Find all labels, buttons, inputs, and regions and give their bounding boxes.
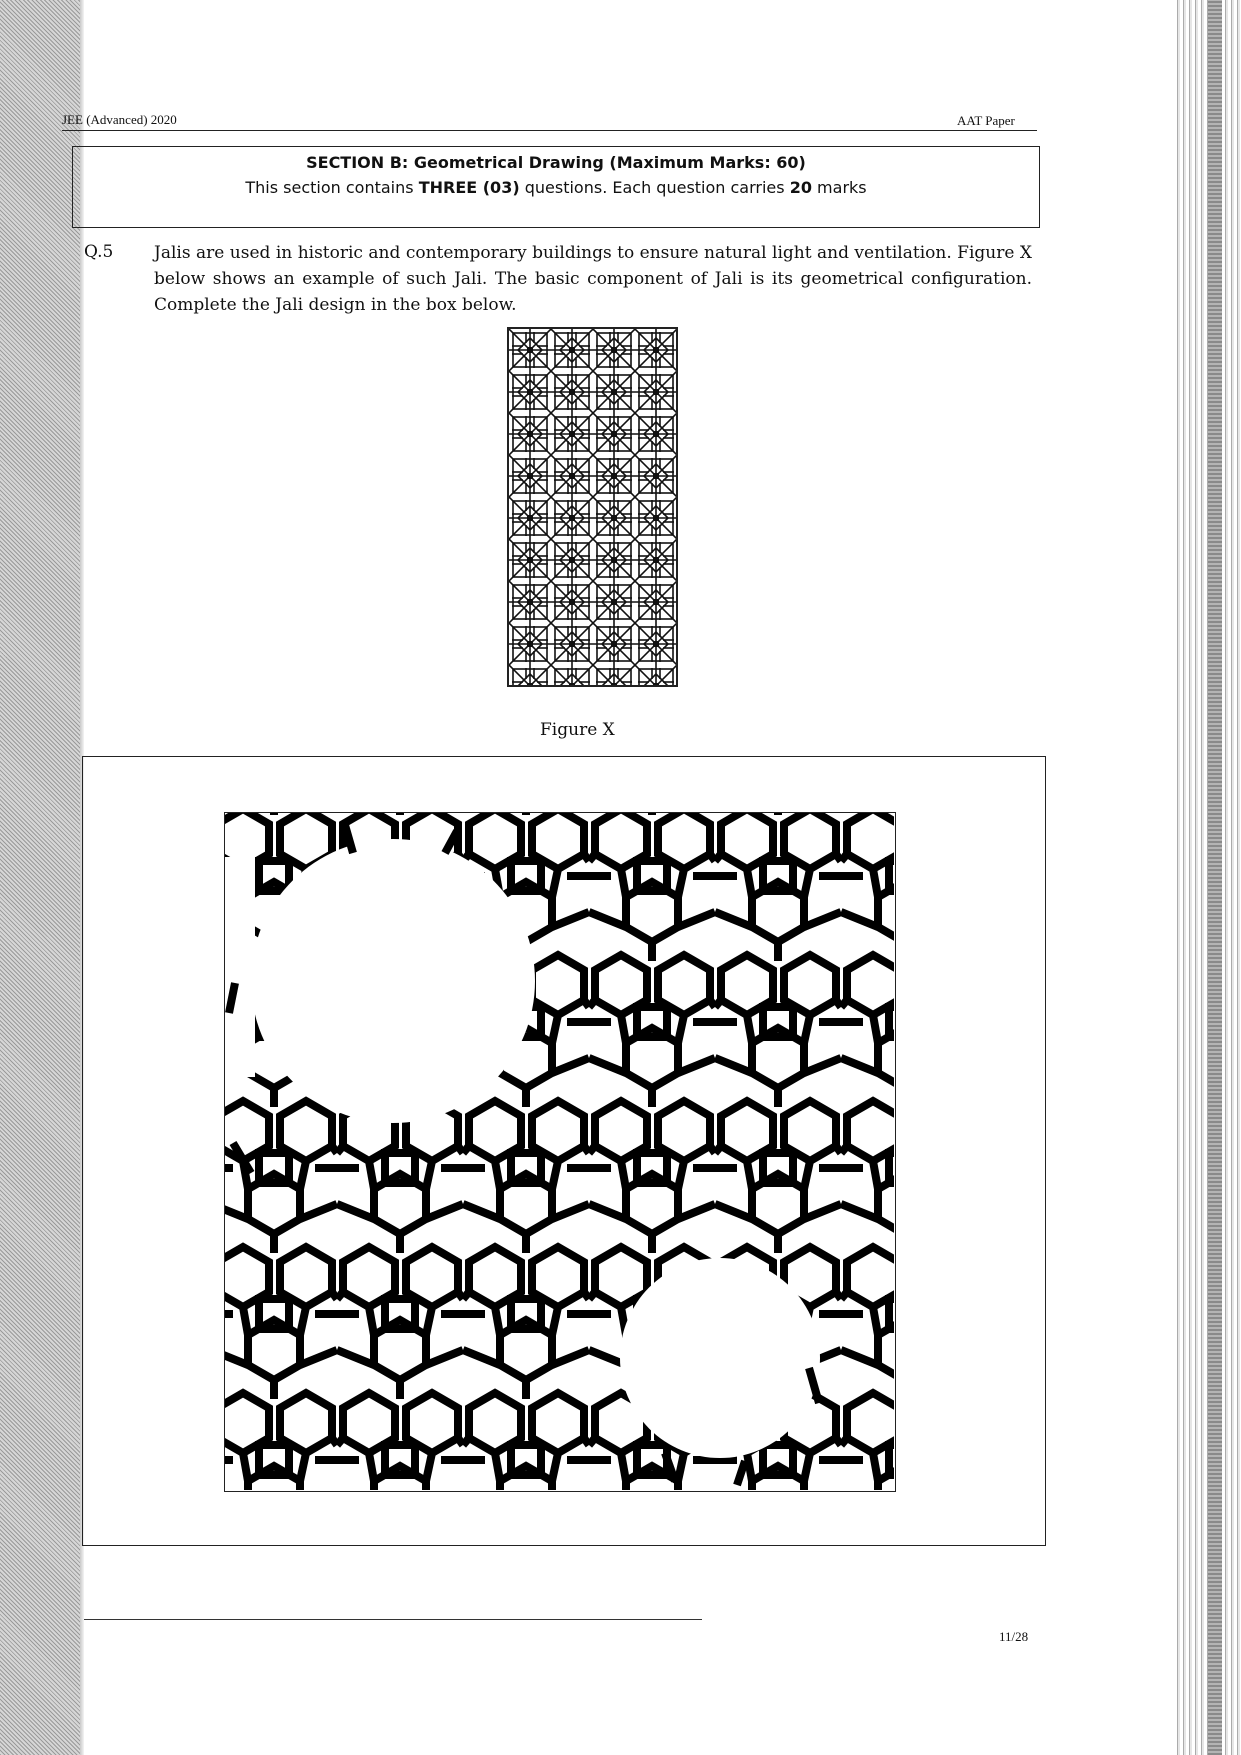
exam-title: JEE (Advanced) 2020: [62, 112, 177, 127]
section-sub-count: THREE (03): [418, 178, 520, 197]
section-sub-prefix: This section contains: [245, 178, 419, 197]
figure-caption: Figure X: [540, 720, 615, 740]
scan-left-margin: [0, 0, 80, 1755]
section-title: SECTION B: Geometrical Drawing (Maximum Marks: 60): [306, 153, 806, 172]
page-number: 11/28: [999, 1629, 1029, 1644]
section-sub-marks: 20: [789, 178, 812, 197]
section-sub-mid: questions. Each question carries: [519, 178, 790, 197]
figure-x-jali: [507, 327, 678, 687]
footer-rule: [84, 1619, 702, 1620]
section-subtitle: [73, 178, 1039, 197]
section-box: [72, 146, 1040, 228]
figure-x-drawing: [509, 329, 676, 685]
jali-design: [224, 812, 896, 1492]
section-sub-suffix: marks: [811, 178, 867, 197]
scan-right-binding: [1208, 0, 1222, 1755]
jali-drawing: [225, 813, 894, 1490]
question-text: Jalis are used in historic and contemporary buildings to ensure natural light and ventilation. Figure X below shows an example of such Jali. The basic component of Jali is its geometrical configuration. Complete the Jali design in the box below.: [154, 243, 1032, 315]
question-number: Q.5: [84, 242, 114, 262]
paper-title: AAT Paper: [957, 113, 1015, 128]
header-rule: [62, 130, 1037, 131]
